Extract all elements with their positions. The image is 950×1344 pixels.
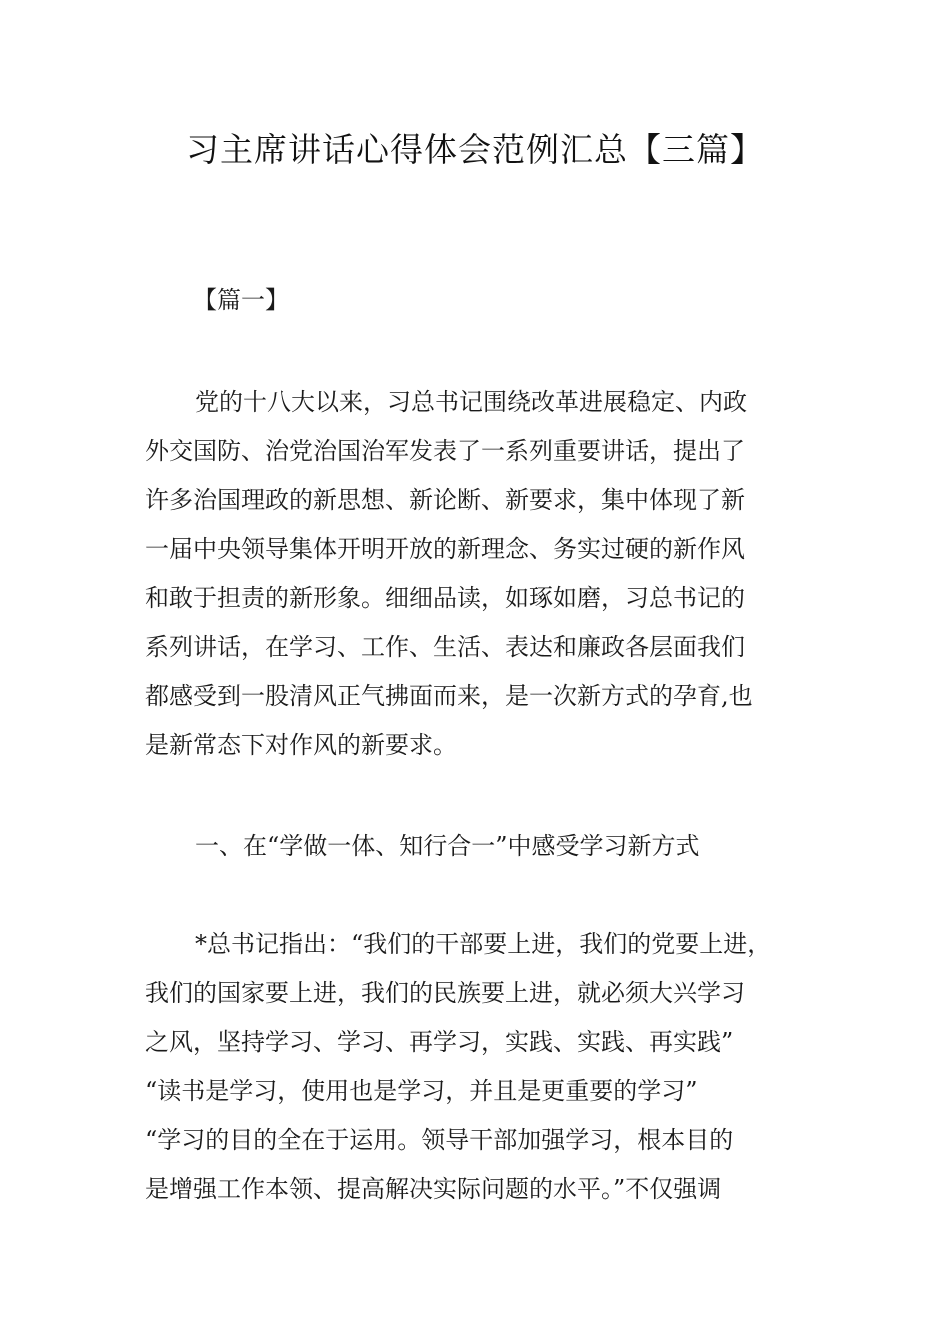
- paragraph-line: 外交国防、治党治国治军发表了一系列重要讲话，提出了: [145, 437, 745, 465]
- paragraph-2: [145, 920, 815, 1214]
- paragraph-line: 我们的国家要上进，我们的民族要上进，就必须大兴学习: [145, 979, 745, 1007]
- heading-1: [145, 822, 815, 871]
- paragraph-line: *总书记指出：“我们的干部要上进，我们的党要上进，: [195, 930, 772, 958]
- paragraph-line: 和敢于担责的新形象。细细品读，如琢如磨，习总书记的: [145, 584, 745, 612]
- paragraph-line: “读书是学习，使用也是学习，并且是更重要的学习”: [145, 1077, 698, 1105]
- paragraph-line: 都感受到一股清风正气拂面而来，是一次新方式的孕育,也: [145, 682, 753, 710]
- paragraph-1: [145, 378, 815, 770]
- paragraph-line: 许多治国理政的新思想、新论断、新要求，集中体现了新: [145, 486, 745, 514]
- section-label: 【篇一】: [193, 286, 289, 314]
- paragraph-line: 系列讲话，在学习、工作、生活、表达和廉政各层面我们: [145, 633, 745, 661]
- paragraph-line: 是增强工作本领、提高解决实际问题的水平。”不仅强调: [145, 1175, 722, 1203]
- paragraph-line: 党的十八大以来，习总书记围绕改革进展稳定、内政: [195, 388, 747, 416]
- document-title: 习主席讲话心得体会范例汇总【三篇】: [186, 130, 764, 169]
- paragraph-line: “学习的目的全在于运用。领导干部加强学习，根本目的: [145, 1126, 734, 1154]
- paragraph-line: 是新常态下对作风的新要求。: [145, 731, 457, 759]
- paragraph-line: 一届中央领导集体开明开放的新理念、务实过硬的新作风: [145, 535, 745, 563]
- paragraph-line: 之风，坚持学习、学习、再学习，实践、实践、再实践”: [145, 1028, 734, 1056]
- section-heading: 一、在“学做一体、知行合一”中感受学习新方式: [195, 832, 700, 860]
